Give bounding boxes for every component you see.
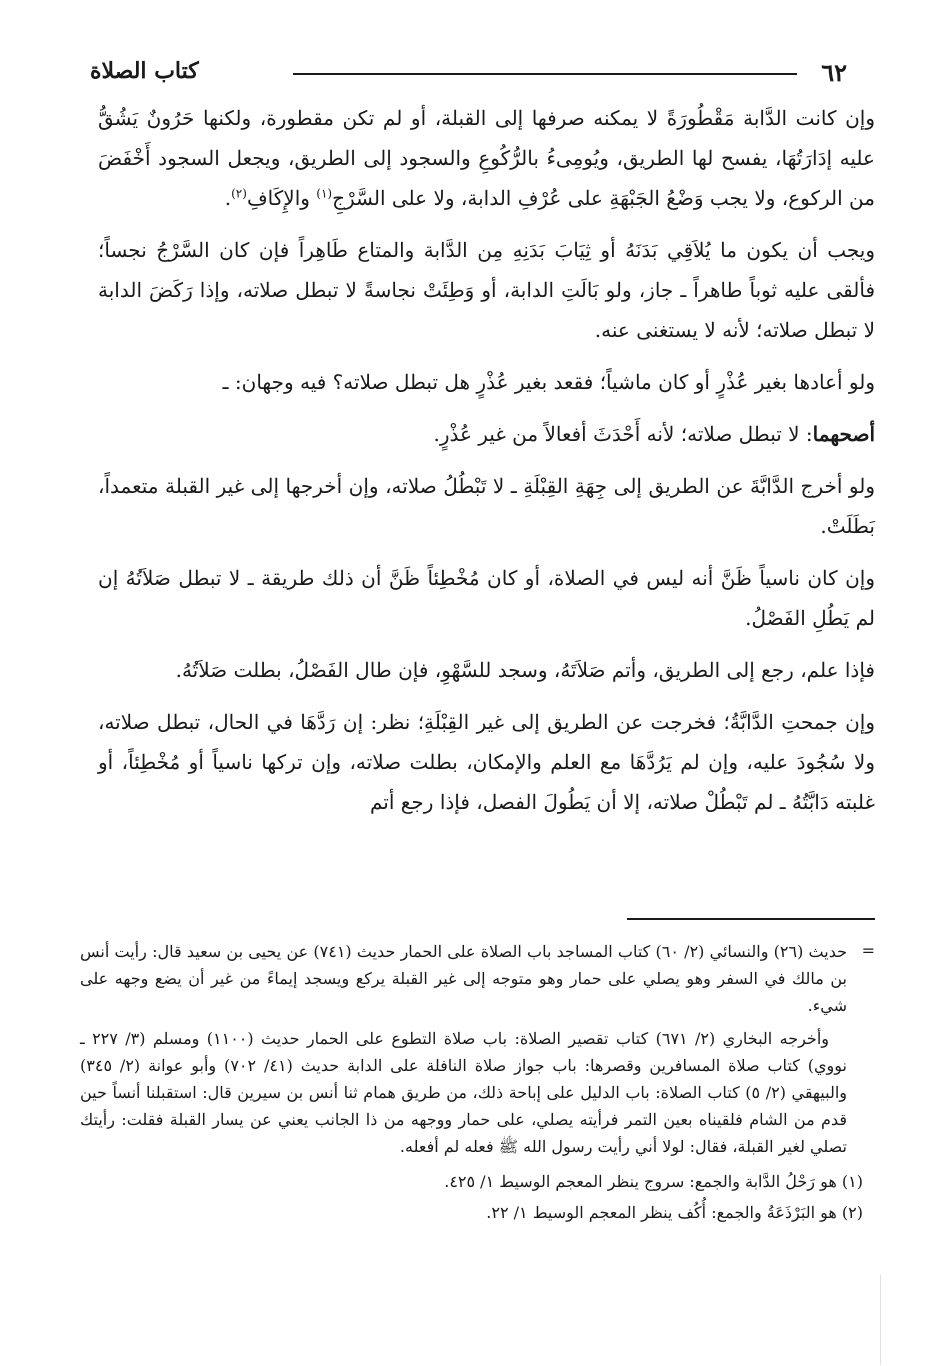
paragraph-2: ويجب أن يكون ما يُلاَقِي بَدَنَهُ أو ثِيَابَ بَدَنِهِ مِن الدَّابة والمتاع طَاهِراً فإن كان السَّرْجُ نجساً؛ فألقى عليه ثوباً طاهراً ـ جاز، ولو بَالَتِ الدابة، أو وَطِئَتْ نجاسةً لا تبطل صلاته، وإذا رَكَضَ الدابة لا تبطل صلاته؛ لأنه لا يستغنى عنه. [98,238,876,342]
paragraph-6: وإن كان ناسياً ظَنَّ أنه ليس في الصلاة، أو كان مُخْطِئاً ظَنَّ أن ذلك طريقة ـ لا تبطل صَلاَتُهُ إن لم يَطُلِ الفَصْلُ. [98,566,875,630]
paragraph-4 [98,414,875,454]
paragraph-1 [98,98,875,218]
footnote-ref-1[interactable]: (١) [316,186,333,201]
main-text [98,98,875,834]
page-number: ٦٢ [821,58,847,87]
paragraph-3: ولو أعادها بغير عُذْرٍ أو كان ماشياً؛ فقعد بغير عُذْرٍ هل تبطل صلاته؟ فيه وجهان: ـ [222,370,875,394]
paragraph-1-end: . [224,186,232,210]
scan-edge-line [880,1275,881,1365]
footnotes [80,938,875,1228]
paragraph-7: فإذا علم، رجع إلى الطريق، وأتم صَلاَتَهُ، وسجد للسَّهْوِ، فإن طال الفَصْلُ، بطلت صَلاَتُهُ. [175,658,875,682]
footnote-continuation [80,938,875,1160]
footnote-cont-para-2: وأخرجه البخاري (٢/ ٦٧١) كتاب تقصير الصلاة: باب صلاة التطوع على الحمار حديث (١١٠٠) ومسلم (٣/ ٢٢٧ ـ نووي) كتاب صلاة المسافرين وقصرها: باب جواز صلاة النافلة على الدابة حديث (٤١/ ٧٠٢) وأبو عوانة (٢/ ٣٤٥) والبيهقي (٢/ ٥) كتاب الصلاة: باب الدليل على إباحة ذلك، من طريق همام ثنا أنس بن سيرين قال: استقبلنا أنساً حين قدم من الشام فلقيناه بعين التمر فرأيته يصلي، على حمار ووجهه من ذا الجانب يعني عن يسار القبلة فقلت: رأيتك تصلي لغير القبلة، فقال: لولا أني رأيت رسول الله ﷺ فعله لم أفعله. [80,1029,847,1156]
header-rule [293,73,797,75]
footnote-1: (١) هو رَحْلُ الدَّابة والجمع: سروج ينظر المعجم الوسيط ١/ ٤٢٥. [444,1172,863,1191]
paragraph-1-text: وإن كانت الدَّابة مَقْطُورَةً لا يمكنه صرفها إلى القبلة، أو لم تكن مقطورة، ولكنها حَرُونٌ يَشُقُّ عليه إدَارَتُهَا، يفسح لها الطريق، ويُومِىءُ بالرُّكُوعِ والسجود إلى الطريق، ويجعل السجود أَخْفَضَ من الركوع، ولا يجب وَضْعُ الجَبْهَةِ على عُرْفِ الدابة، ولا على السَّرْجِ [98,106,875,210]
running-title: كتاب الصلاة [90,58,199,84]
page-header [78,58,859,92]
continuation-mark: = [861,941,875,960]
paragraph-8: وإن جمحتِ الدَّابَّةُ؛ فخرجت عن الطريق إلى غير القِبْلَةِ؛ نظر: إن رَدَّهَا في الحال، تبطل صلاته، ولا سُجُودَ عليه، وإن لم يَرُدَّهَا مع العلم والإمكان، بطلت صلاته، وإن تركها ناسياً أو مُخْطِئاً، أو غلبته دَابَّتُهُ ـ لم تَبْطُلْ صلاته، إلا أن يَطُولَ الفصل، فإذا رجع أتم [98,710,876,814]
footnote-2: (٢) هو البَرْذَعَةُ والجمع: أُكُف ينظر المعجم الوسيط ١/ ٢٢. [486,1203,863,1222]
paragraph-4-lead: أصحهما [812,422,875,446]
paragraph-4-text: : لا تبطل صلاته؛ لأنه أَحْدَثَ أفعالاً من غير عُذْرٍ. [433,422,813,446]
paragraph-5: ولو أخرج الدَّابَّةَ عن الطريق إلى جِهَةِ القِبْلَةِ ـ لا تَبْطُلُ صلاته، وإن أخرجها إلى غير القبلة متعمداً، بَطَلَتْ. [98,474,875,538]
footnote-separator [627,918,875,920]
footnote-cont-para-1: حديث (٢٦) والنسائي (٢/ ٦٠) كتاب المساجد باب الصلاة على الحمار حديث (٧٤١) عن يحيى بن سعيد قال: رأيت أنس بن مالك في السفر وهو يصلي على حمار وهو متوجه إلى غير القبلة يركع ويسجد إيماءً من غير أن يضع وجهه على شيء. [80,942,848,1015]
paragraph-1-tail: والإِكَافِ [246,186,310,210]
footnote-ref-2[interactable]: (٢) [231,186,247,201]
